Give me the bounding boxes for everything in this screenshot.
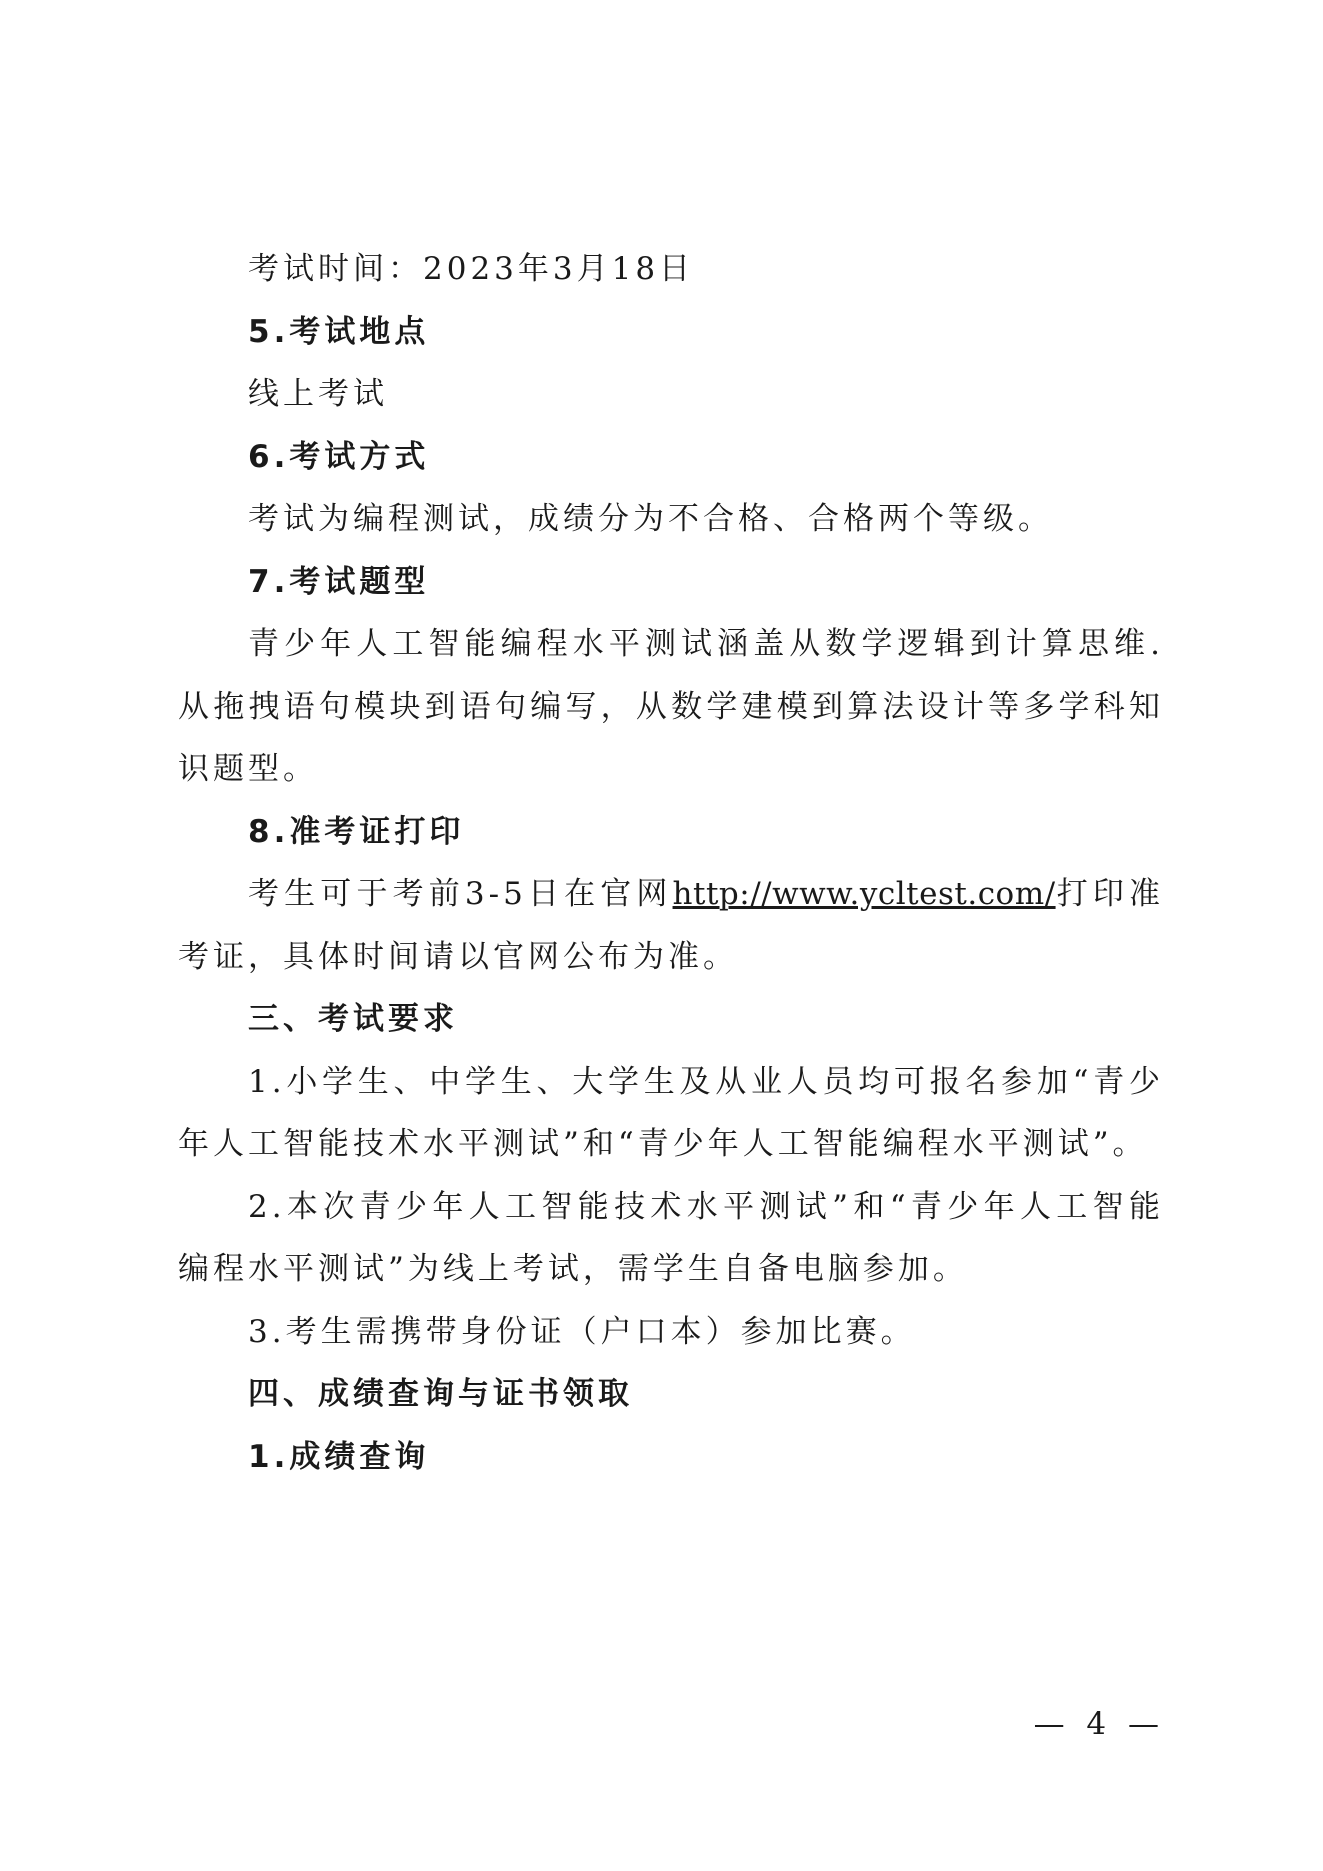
requirement-2: 2.本次青少年人工智能技术水平测试”和“青少年人工智能编程水平测试”为线上考试，需学生自备电脑参加。 <box>178 1188 1164 1287</box>
section-heading-exam-requirements: 三、考试要求 <box>248 1001 458 1037</box>
question-types-text: 青少年人工智能编程水平测试涵盖从数学逻辑到计算思维.从拖拽语句模块到语句编写，从数学建模到算法设计等多学科知识题型。 <box>178 626 1164 787</box>
exam-time-line: 考试时间：2023年3月18日 <box>248 251 695 287</box>
exam-location-text: 线上考试 <box>248 376 388 412</box>
document-body <box>178 238 1164 1488</box>
requirement-1: 1.小学生、中学生、大学生及从业人员均可报名参加“青少年人工智能技术水平测试”和“青少年人工智能编程水平测试”。 <box>178 1063 1164 1162</box>
section-heading-admission-ticket: 8.准考证打印 <box>248 813 465 850</box>
admission-ticket-text <box>178 863 1164 988</box>
admission-ticket-text-before: 考生可于考前3-5日在官网 <box>248 876 673 912</box>
requirement-3: 3.考生需携带身份证（户口本）参加比赛。 <box>248 1313 916 1350</box>
admission-ticket-text-after: 打印准考证，具体时间请以官网公布为准。 <box>178 876 1165 975</box>
page-number: — 4 — <box>1033 1706 1165 1742</box>
exam-method-text: 考试为编程测试，成绩分为不合格、合格两个等级。 <box>248 501 1053 537</box>
section-heading-question-types: 7.考试题型 <box>248 563 430 600</box>
section-heading-exam-method: 6.考试方式 <box>248 438 430 475</box>
section-heading-exam-location: 5.考试地点 <box>248 313 430 350</box>
section-heading-results-certificates: 四、成绩查询与证书领取 <box>248 1376 633 1412</box>
official-website-link[interactable]: http://www.ycltest.com/ <box>672 876 1056 912</box>
section-heading-results-query: 1.成绩查询 <box>248 1438 430 1475</box>
